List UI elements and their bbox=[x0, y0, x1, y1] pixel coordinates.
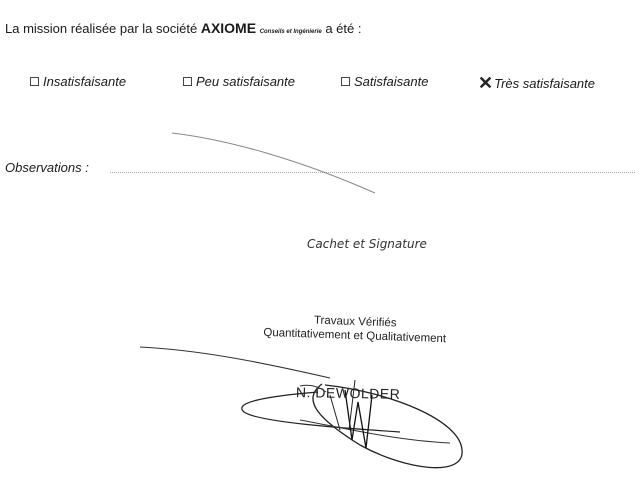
statement-prefix: La mission réalisée par la société bbox=[5, 21, 201, 36]
rating-option-label: Très satisfaisante bbox=[494, 75, 596, 91]
rating-option-label: Insatisfaisante bbox=[43, 74, 127, 89]
signature-caption: Cachet et Signature bbox=[307, 237, 427, 251]
stamp-signatory-name: N. DEWOLDER bbox=[295, 384, 401, 402]
rating-option-label: Satisfaisante bbox=[354, 74, 429, 89]
checkbox-crossed-icon[interactable]: ✕ bbox=[478, 73, 494, 93]
company-tagline: Conseils et Ingénierie bbox=[259, 29, 322, 35]
statement-suffix: a été : bbox=[321, 21, 362, 36]
company-name: AXIOME bbox=[200, 20, 257, 36]
stamp-line-2: Quantitativement et Qualitativement bbox=[263, 326, 447, 346]
rating-option-label: Peu satisfaisante bbox=[196, 74, 296, 89]
stamp-line-1: Travaux Vérifiés bbox=[313, 314, 397, 330]
observations-label: Observations : bbox=[5, 160, 89, 175]
